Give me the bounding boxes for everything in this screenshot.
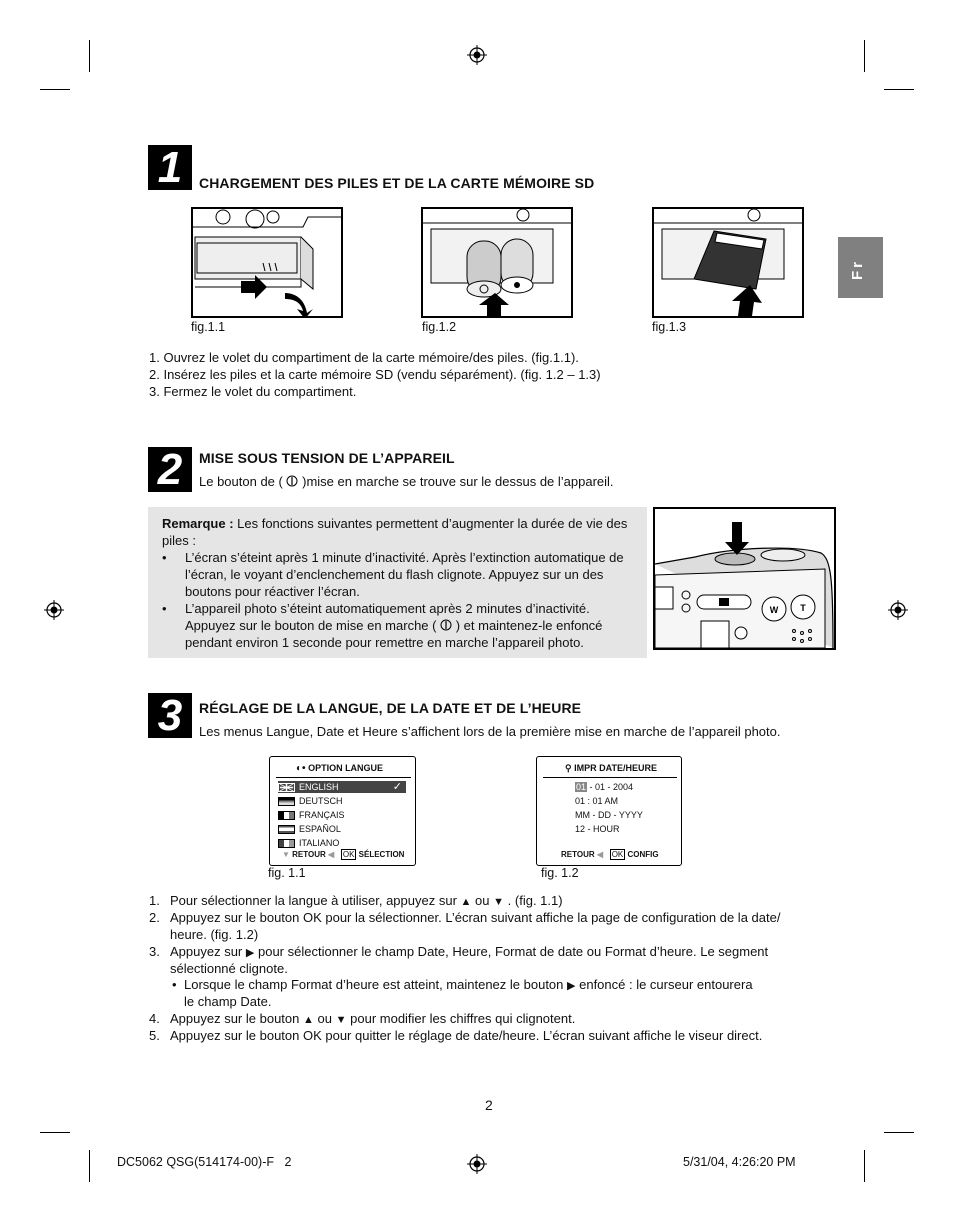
crop-mark — [864, 40, 865, 72]
footer-right: 5/31/04, 4:26:20 PM — [683, 1155, 796, 1169]
bullet-text-part: L’appareil photo s’éteint automatiquement après 2 minutes d’inactivité. Appuyez sur le bouton de mise en marche ( — [185, 601, 590, 633]
figure-caption: fig.1.2 — [422, 320, 457, 334]
speech-icon: ◐• — [296, 763, 306, 774]
step-text: ou — [475, 893, 490, 908]
camera-top-figure — [653, 507, 836, 650]
step-text: enfoncé : le curseur entourera — [579, 977, 753, 992]
section1-steps — [149, 349, 601, 400]
footer-left: DC5062 QSG(514174-00)-F 2 — [117, 1155, 292, 1169]
camera-top-illustration — [655, 509, 834, 648]
camera-button-t: T — [800, 603, 806, 613]
figure-caption: fig. 1.1 — [268, 866, 306, 880]
down-triangle-icon: ▼ — [335, 1014, 347, 1026]
crop-mark — [40, 89, 70, 90]
figure-1-2 — [421, 207, 573, 318]
bullet-dot: • — [162, 601, 167, 616]
divider — [543, 777, 677, 778]
step-text: ou — [317, 1011, 332, 1026]
up-triangle-icon: ▲ — [460, 896, 472, 908]
list-item: 1. Ouvrez le volet du compartiment de la carte mémoire/des piles. (fig.1.1). — [149, 350, 579, 365]
select-label: SÉLECTION — [358, 850, 405, 859]
lcd-title-text: OPTION LANGUE — [308, 763, 384, 773]
lcd-title — [296, 763, 383, 774]
bullet-dot: • — [162, 550, 167, 565]
language-tab — [838, 237, 883, 298]
lcd-date-time-menu — [536, 756, 682, 866]
language-option-francais[interactable] — [278, 809, 345, 821]
section2-intro-text: Le bouton de ( — [199, 474, 283, 489]
power-icon — [440, 619, 452, 631]
list-item: Appuyez sur le bouton OK pour quitter le réglage de date/heure. L’écran suivant affiche le viseur direct. — [170, 1028, 763, 1043]
language-option-deutsch[interactable] — [278, 795, 343, 807]
list-item: le champ Date. — [184, 994, 272, 1009]
language-label: DEUTSCH — [299, 796, 343, 806]
step-text: pour modifier les chiffres qui clignotent. — [350, 1011, 576, 1026]
language-option-italiano[interactable] — [278, 837, 339, 849]
section3-intro: Les menus Langue, Date et Heure s’affichent lors de la première mise en marche de l’appareil photo. — [199, 724, 781, 739]
lcd-language-menu — [269, 756, 416, 866]
es-flag-icon — [278, 825, 295, 834]
sd-card-insert-illustration — [654, 209, 802, 316]
figure-1-1 — [191, 207, 343, 318]
lcd-footer — [561, 850, 659, 859]
step-number-2: 2 — [148, 447, 192, 492]
section2-title: MISE SOUS TENSION DE L’APPAREIL — [199, 450, 455, 466]
config-label: CONFIG — [627, 850, 659, 859]
language-label: ENGLISH — [299, 782, 339, 792]
section3-title: RÉGLAGE DE LA LANGUE, DE LA DATE ET DE L’HEURE — [199, 700, 582, 716]
clock-icon: ⚲ — [565, 763, 572, 773]
list-item: heure. (fig. 1.2) — [170, 927, 259, 942]
de-flag-icon — [278, 797, 295, 806]
battery-insert-illustration — [423, 209, 571, 316]
time-field[interactable]: 01 : 01 AM — [575, 796, 619, 806]
crop-mark — [89, 40, 90, 72]
list-item: 2. Insérez les piles et la carte mémoire SD (vendu séparément). (fig. 1.2 – 1.3) — [149, 367, 601, 382]
lcd-footer — [282, 850, 404, 859]
list-item: 2. — [149, 910, 160, 925]
step-text: . (fig. 1.1) — [507, 893, 563, 908]
down-triangle-icon: ▼ — [493, 896, 505, 908]
crop-mark — [40, 1132, 70, 1133]
up-triangle-icon: ▲ — [303, 1014, 314, 1026]
note-box — [148, 507, 647, 658]
section2-intro — [199, 473, 614, 490]
figure-caption: fig.1.1 — [191, 320, 226, 334]
camera-button-w: W — [769, 605, 779, 615]
figure-caption: fig. 1.2 — [541, 866, 579, 880]
list-item: Appuyez sur le bouton OK pour la sélectionner. L’écran suivant affiche la page de configuration de la date/ — [170, 910, 781, 925]
page-number: 2 — [485, 1097, 493, 1113]
list-item: 3. — [149, 944, 160, 959]
list-item: sélectionné clignote. — [170, 961, 288, 976]
list-item: 4. — [149, 1011, 160, 1026]
step-text: Pour sélectionner la langue à utiliser, appuyez sur — [170, 893, 457, 908]
date-field[interactable] — [575, 781, 633, 793]
lcd-title-text: IMPR DATE/HEURE — [574, 763, 657, 773]
camera-open-door-illustration — [193, 209, 341, 316]
list-item: 3. Fermez le volet du compartiment. — [149, 384, 357, 399]
back-label: RETOUR — [561, 850, 595, 859]
divider — [276, 777, 411, 778]
list-item — [162, 549, 633, 600]
right-triangle-icon: ▶ — [567, 980, 576, 992]
hour-format-field[interactable]: 12 - HOUR — [575, 824, 620, 834]
lcd-title — [565, 763, 657, 774]
registration-mark-icon — [888, 600, 908, 620]
step-number-1: 1 — [148, 145, 192, 190]
sub-bullet: • — [172, 977, 177, 992]
ok-box: OK — [342, 850, 355, 859]
list-item: 1. — [149, 893, 160, 908]
bullet-text-part: ) et maintenez-le enfoncé pendant environ 1 seconde pour remettre en marche l’appareil photo. — [185, 618, 603, 650]
note-intro-text: Les fonctions suivantes permettent d’augmenter la durée de vie des piles : — [162, 516, 628, 548]
language-label: ESPAÑOL — [299, 824, 341, 834]
language-label: FRANÇAIS — [299, 810, 345, 820]
registration-mark-icon — [467, 1154, 487, 1174]
list-item: 5. — [149, 1028, 160, 1043]
note-label: Remarque : — [162, 516, 234, 531]
right-triangle-icon: ▶ — [245, 947, 255, 959]
list-item — [162, 600, 633, 651]
uk-flag-icon — [278, 783, 295, 792]
left-arrow-icon: ◀ — [328, 850, 335, 859]
language-tab-label: Fr — [849, 259, 866, 280]
figure-1-3 — [652, 207, 804, 318]
crop-mark — [884, 89, 914, 90]
crop-mark — [864, 1150, 865, 1182]
crop-mark — [89, 1150, 90, 1182]
figure-caption: fig.1.3 — [652, 320, 687, 334]
step-text: pour sélectionner le champ Date, Heure, Format de date ou Format d’heure. Le segment — [257, 944, 769, 959]
back-label: RETOUR — [292, 850, 326, 859]
registration-mark-icon — [44, 600, 64, 620]
step-number-3: 3 — [148, 693, 192, 738]
bullet-text: L’écran s’éteint après 1 minute d’inactivité. Après l’extinction automatique de l’écran, le voyant d’enclenchement du flash clignote. Appuyez sur un des boutons pour réactiver l’écran. — [185, 550, 624, 599]
language-option-espanol[interactable] — [278, 823, 341, 835]
date-format-field[interactable]: MM - DD - YYYY — [575, 810, 643, 820]
section2-intro-text: )mise en marche se trouve sur le dessus de l’appareil. — [302, 474, 614, 489]
section1-title: CHARGEMENT DES PILES ET DE LA CARTE MÉMOIRE SD — [199, 175, 595, 191]
date-highlight: 01 — [576, 782, 587, 792]
date-rest: - 01 - 2004 — [587, 782, 634, 792]
step-text: Appuyez sur — [170, 944, 243, 959]
crop-mark — [884, 1132, 914, 1133]
power-icon — [286, 475, 298, 487]
language-label: ITALIANO — [299, 838, 340, 848]
step-text: Appuyez sur le bouton — [170, 1011, 300, 1026]
checkmark-icon: ✓ — [392, 781, 402, 793]
ok-box: OK — [611, 850, 624, 859]
it-flag-icon — [278, 839, 295, 848]
bullet-text — [184, 600, 633, 651]
step-text: Lorsque le champ Format d’heure est atteint, maintenez le bouton — [184, 977, 564, 992]
note-intro — [162, 515, 633, 549]
language-option-english[interactable] — [278, 781, 406, 793]
registration-mark-icon — [467, 45, 487, 65]
left-arrow-icon: ◀ — [596, 850, 604, 859]
fr-flag-icon — [278, 811, 295, 820]
down-arrow-icon: ▼ — [282, 850, 290, 859]
